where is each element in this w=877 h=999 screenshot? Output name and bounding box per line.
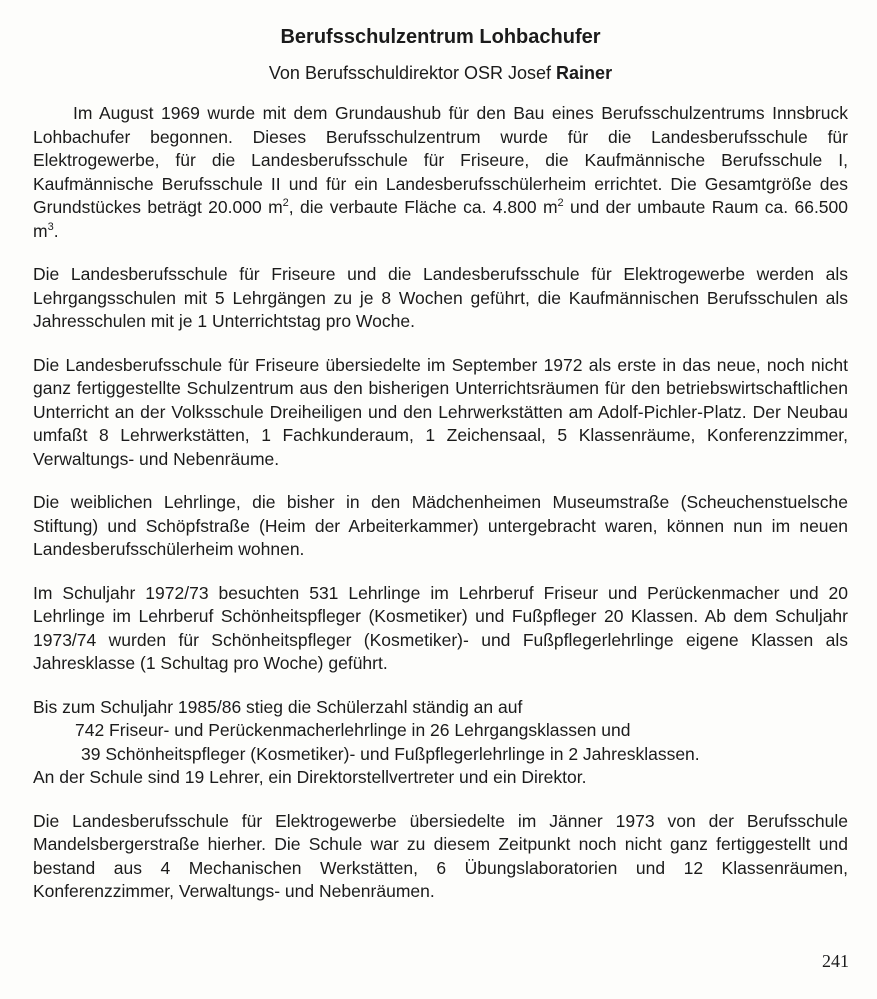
paragraph-6-line-1: Bis zum Schuljahr 1985/86 stieg die Schülerzahl ständig an auf — [33, 696, 523, 717]
author-name: Rainer — [556, 63, 613, 83]
paragraph-6-line-3: 39 Schönheitspfleger (Kosmetiker)- und Fußpflegerlehrlinge in 2 Jahresklassen. — [81, 743, 700, 764]
paragraph-6 — [33, 696, 848, 790]
byline-prefix: Von Berufsschuldirektor OSR Josef — [268, 63, 557, 83]
paragraph-7: Die Landesberufsschule für Elektrogewerbe übersiedelte im Jänner 1973 von der Berufsschule Mandelsbergerstraße hierher. Die Schule war zu diesem Zeitpunkt noch nicht ganz fertiggestellt und bestand aus 4 Mechanischen Werkstätten, 6 Übungslaboratorien und 12 Klassenräumen, Konferenzzimmer, Verwaltungs- und Nebenräumen. — [33, 810, 848, 901]
paragraph-6-line-2: 742 Friseur- und Perückenmacherlehrlinge in 26 Lehrgangsklassen und — [75, 720, 631, 740]
paragraph-1-end: . — [53, 220, 59, 241]
article-title: Berufsschulzentrum Lohbachufer — [280, 26, 601, 48]
superscript-3: 3 — [47, 220, 54, 233]
paragraph-1-mid2: und der umbaute Raum ca. 66.500 m — [33, 197, 849, 241]
paragraph-5: Im Schuljahr 1972/73 besuchten 531 Lehrlinge im Lehrberuf Friseur und Perückenmacher und 20 Lehrlinge im Lehrberuf Schönheitspfleger (Kosmetiker) und Fußpfleger 20 Klassen. Ab dem Schuljahr 1973/74 wurden für Schönheitspfleger (Kosmetiker)- und Fußpflegerlehrlinge eigene Klassen als Jahresklasse (1 Schultag pro Woche) geführt. — [33, 582, 848, 673]
paragraph-3: Die Landesberufsschule für Friseure übersiedelte im September 1972 als erste in das neue, noch nicht ganz fertiggestellte Schulzentrum aus den bisherigen Unterrichtsräumen für den betriebswirtschaftlichen Unterricht an der Volksschule Dreiheiligen und den Lehrwerkstätten am Adolf-Pichler-Platz. Der Neubau umfaßt 8 Lehrwerkstätten, 1 Fachkunderaum, 1 Zeichensaal, 5 Klassenräume, Konferenzzimmer, Verwaltungs- und Nebenräume. — [33, 354, 848, 469]
paragraph-6-line-4: An der Schule sind 19 Lehrer, ein Direktorstellvertreter und ein Direktor. — [33, 767, 587, 787]
author-byline — [33, 63, 848, 84]
paragraph-1-mid1: , die verbaute Fläche ca. 4.800 m — [288, 197, 558, 217]
superscript-2: 2 — [557, 197, 564, 210]
paragraph-1-text: Im August 1969 wurde mit dem Grundaushub für den Bau eines Berufsschulzentrums Innsbruck Lohbachufer begonnen. Dieses Berufsschulzentrum wurde für die Landesberufsschule für Elektrogewerbe, für die Landesberufsschule für Friseure, die Kaufmännische Berufsschule I, Kaufmännische Berufsschule II und für ein Landesberufsschülerheim errichtet. Die Gesamtgröße des Grundstückes beträgt 20.000 m — [33, 103, 848, 217]
paragraph-4: Die weiblichen Lehrlinge, die bisher in den Mädchenheimen Museumstraße (Scheuchenstuelsche Stiftung) und Schöpfstraße (Heim der Arbeiterkammer) untergebracht waren, können nun im neuen Landesberufsschülerheim wohnen. — [33, 492, 848, 559]
paragraph-2: Die Landesberufsschule für Friseure und die Landesberufsschule für Elektrogewerbe werden als Lehrgangsschulen mit 5 Lehrgängen zu je 8 Wochen geführt, die Kaufmännischen Berufsschulen als Jahresschulen mit je 1 Unterrichtstag pro Woche. — [33, 264, 848, 331]
superscript-1: 2 — [282, 197, 289, 210]
page-number: 241 — [822, 951, 849, 971]
paragraph-1 — [33, 102, 848, 243]
document-page — [33, 26, 848, 924]
